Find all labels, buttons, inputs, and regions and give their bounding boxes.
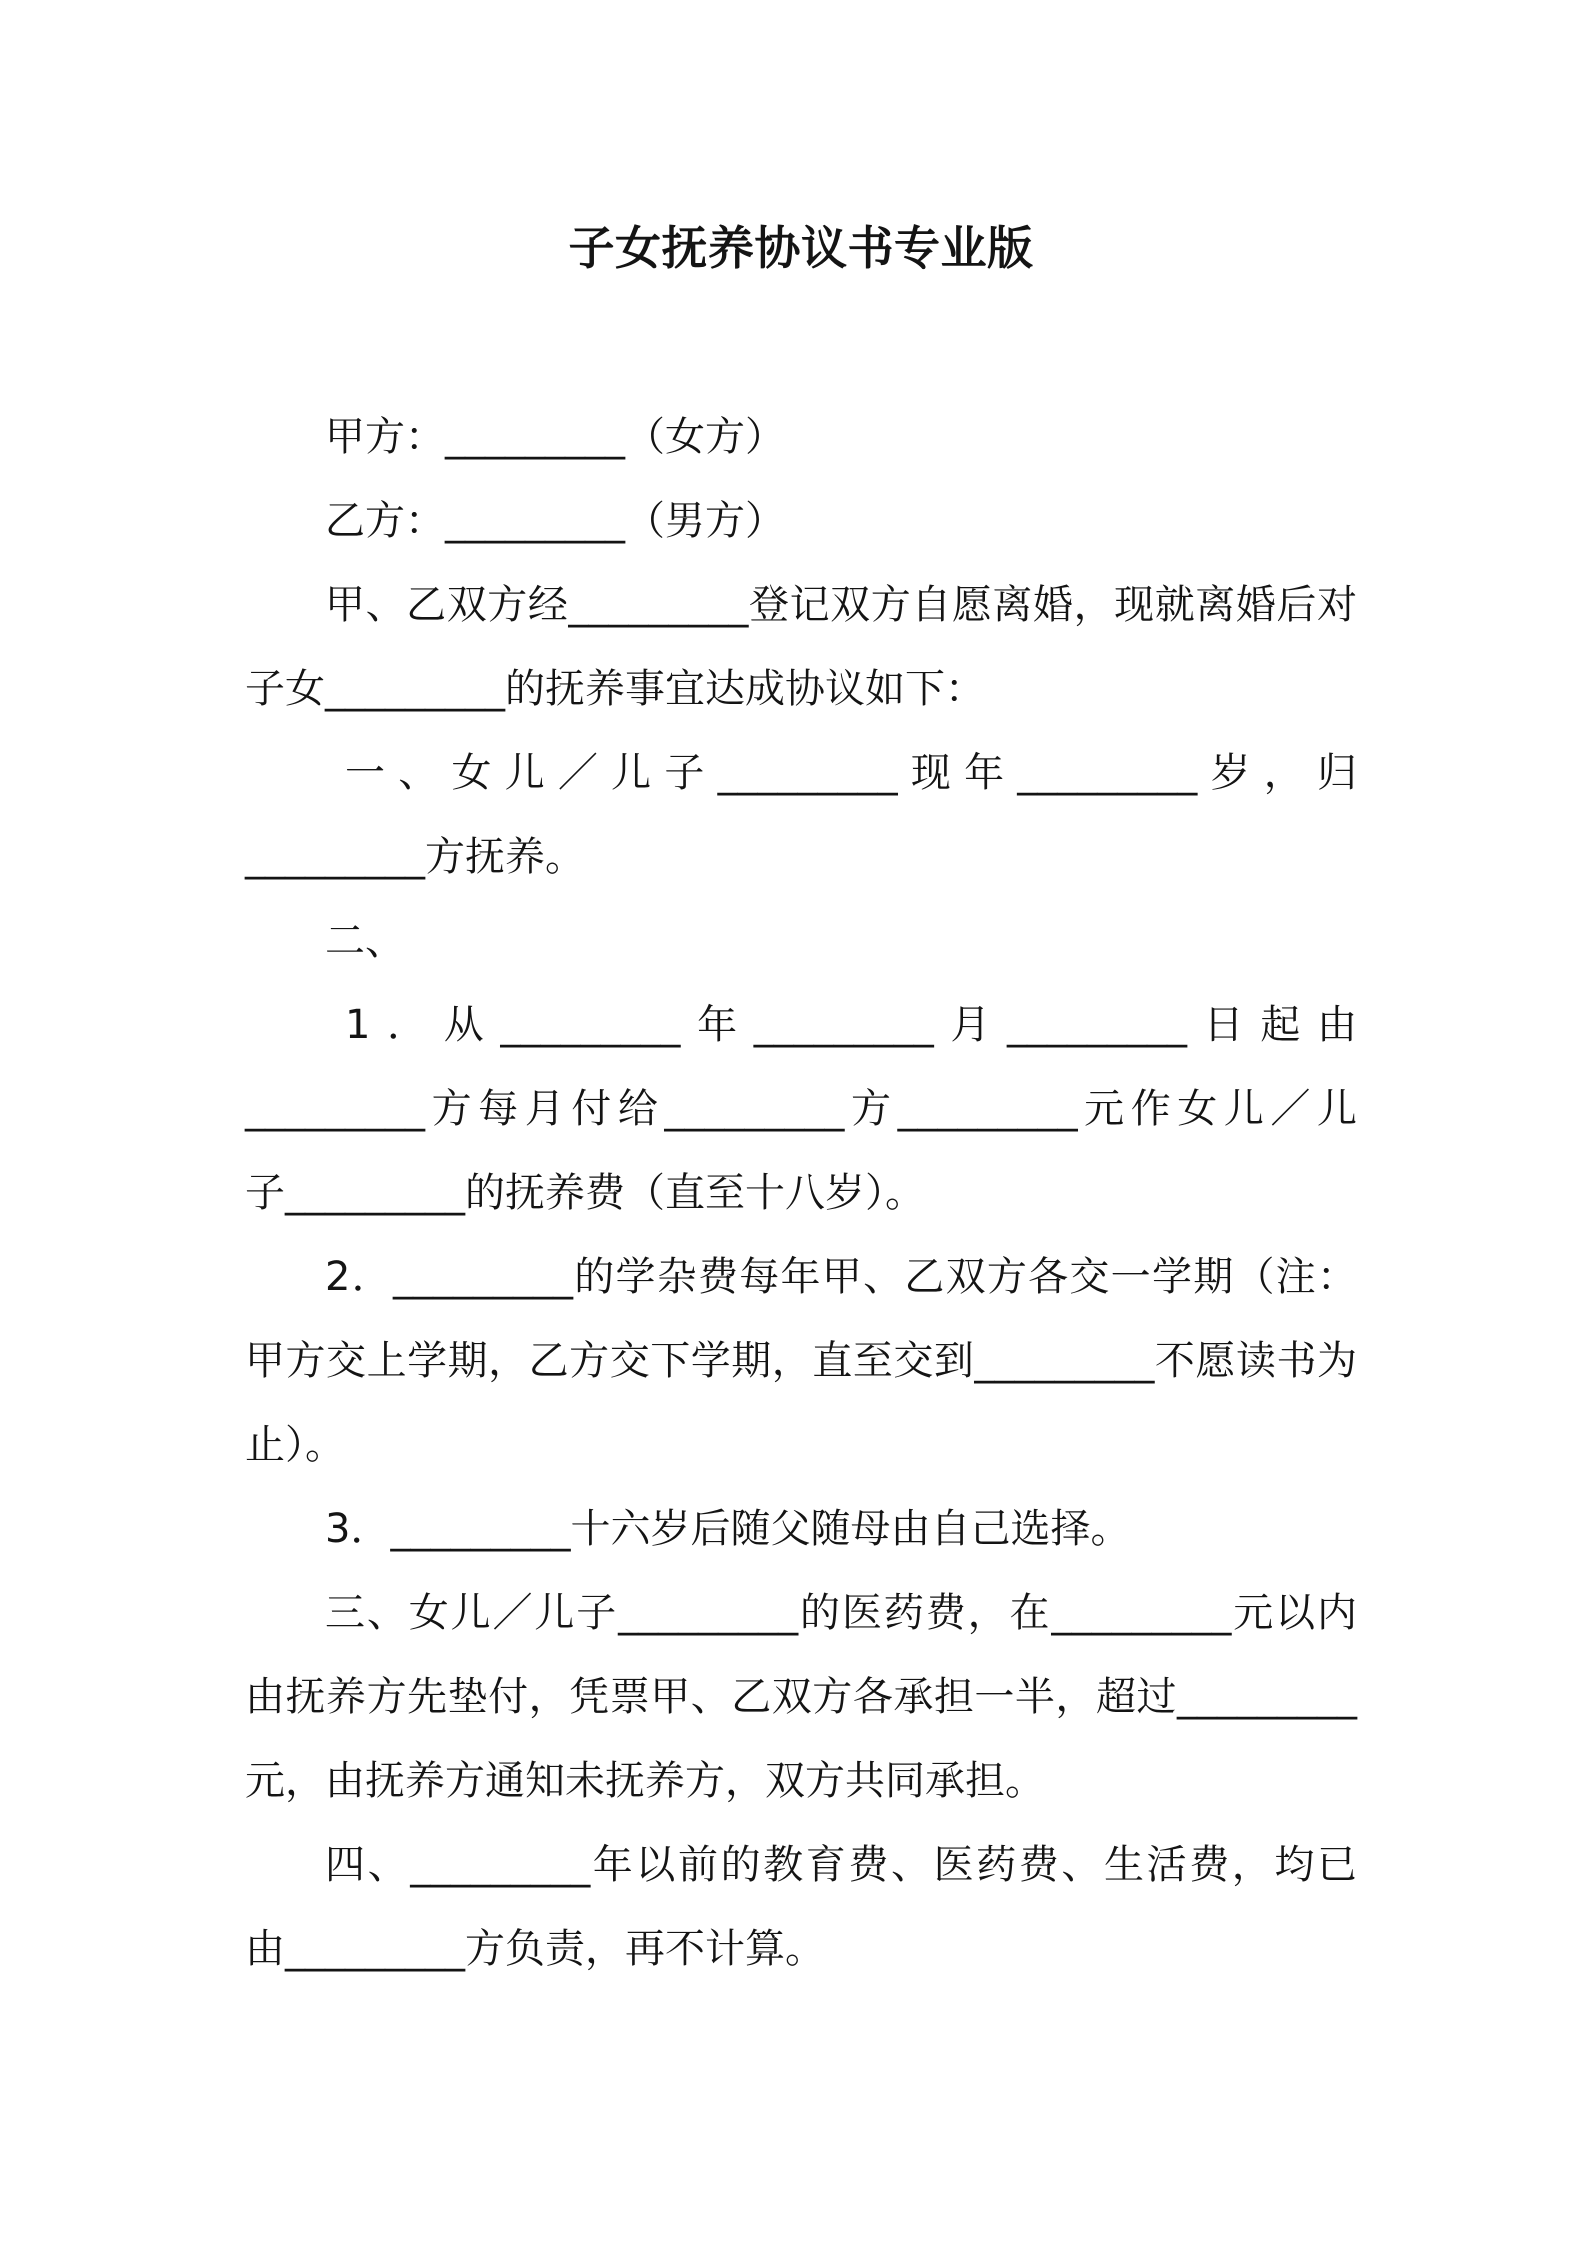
clause-3-paragraph [245,1571,1357,1823]
clause-2-3-paragraph [245,1487,1357,1571]
clause-3-line-1: 三、女儿／儿子_________的医药费，在_________元以内 [325,1590,1357,1636]
preamble-line-1: 甲、乙双方经_________登记双方自愿离婚，现就离婚后对 [325,582,1357,628]
clause-1-line-1: 一、女儿／儿子_________现年_________岁，归 [345,750,1357,796]
clause-4-line-2: 由_________方负责，再不计算。 [245,1926,825,1972]
clause-4-line-1: 四、_________年以前的教育费、医药费、生活费，均已 [325,1842,1357,1888]
clause-4-paragraph [245,1823,1357,1991]
party-a-paragraph [245,395,1357,479]
clause-2-1-line-2: _________方每月付给_________方_________元作女儿／儿 [245,1086,1357,1132]
clause-2-2-line-1: 2．_________的学杂费每年甲、乙双方各交一学期（注： [325,1254,1357,1300]
clause-1-paragraph [245,731,1357,899]
clause-2-3-line-1: 3．_________十六岁后随父随母由自己选择。 [325,1506,1131,1552]
clause-2-heading [245,899,1357,983]
preamble-line-2: 子女_________的抚养事宜达成协议如下： [245,666,985,712]
clause-2-heading-line: 二、 [325,918,405,964]
clause-2-1-line-3: 子_________的抚养费（直至十八岁）。 [245,1170,925,1216]
party-b-line: 乙方：_________（男方） [325,498,785,544]
clause-2-2-line-2: 甲方交上学期，乙方交下学期，直至交到_________不愿读书为 [245,1338,1357,1384]
clause-3-line-3: 元，由抚养方通知未抚养方，双方共同承担。 [245,1758,1045,1804]
clause-3-line-2: 由抚养方先垫付，凭票甲、乙双方各承担一半，超过_________ [245,1674,1357,1720]
clause-2-1-paragraph [245,983,1357,1235]
party-b-paragraph [245,479,1357,563]
party-a-line: 甲方：_________（女方） [325,414,785,460]
clause-2-2-line-3: 止）。 [245,1422,345,1468]
preamble-paragraph [245,563,1357,731]
document-body [245,395,1357,1991]
clause-1-line-2: _________方抚养。 [245,834,585,880]
document-title: 子女抚养协议书专业版 [568,221,1034,275]
clause-2-2-paragraph [245,1235,1357,1487]
clause-2-1-line-1: 1．从_________年_________月_________日起由 [345,1002,1357,1048]
